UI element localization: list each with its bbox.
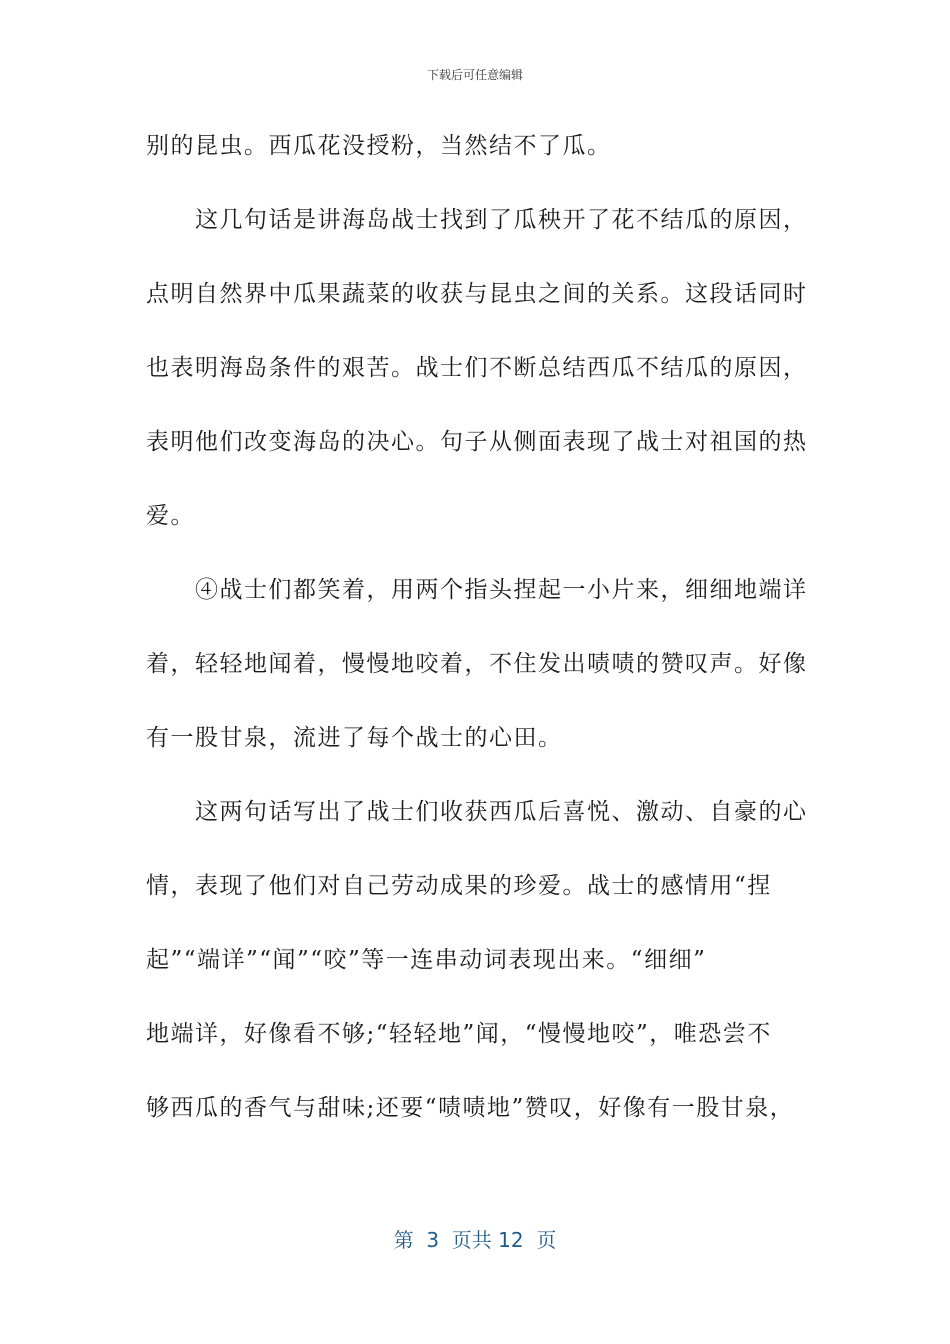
text-line: 表明他们改变海岛的决心。句子从侧面表现了战士对祖国的热 — [146, 429, 808, 455]
text-line: 地端详，好像看不够;“轻轻地”闻，“慢慢地咬”，唯恐尝不 — [146, 1021, 772, 1047]
page-header: 下载后可任意编辑 — [426, 68, 523, 82]
text-line: 也表明海岛条件的艰苦。战士们不断总结西瓜不结瓜的原因， — [146, 355, 808, 381]
text-line: 别的昆虫。西瓜花没授粉，当然结不了瓜。 — [146, 133, 612, 159]
text-line: 着，轻轻地闻着，慢慢地咬着，不住发出啧啧的赞叹声。好像 — [146, 651, 808, 677]
text-line: 够西瓜的香气与甜味;还要“啧啧地”赞叹，好像有一股甘泉， — [146, 1095, 795, 1121]
text-line: 情，表现了他们对自己劳动成果的珍爱。战士的感情用“捏 — [146, 873, 772, 899]
text-line: 起”“端详”“闻”“咬”等一连串动词表现出来。“细细” — [146, 947, 707, 973]
text-line: ④战士们都笑着，用两个指头捏起一小片来，细细地端详 — [146, 577, 808, 603]
text-line: 爱。 — [146, 503, 195, 529]
page-footer: 第 3 页共 12 页 — [393, 1228, 557, 1252]
text-line: 有一股甘泉，流进了每个战士的心田。 — [146, 725, 563, 751]
text-line: 这两句话写出了战士们收获西瓜后喜悦、激动、自豪的心 — [146, 799, 808, 825]
text-line: 这几句话是讲海岛战士找到了瓜秧开了花不结瓜的原因， — [146, 207, 808, 233]
text-line: 点明自然界中瓜果蔬菜的收获与昆虫之间的关系。这段话同时 — [146, 281, 808, 307]
